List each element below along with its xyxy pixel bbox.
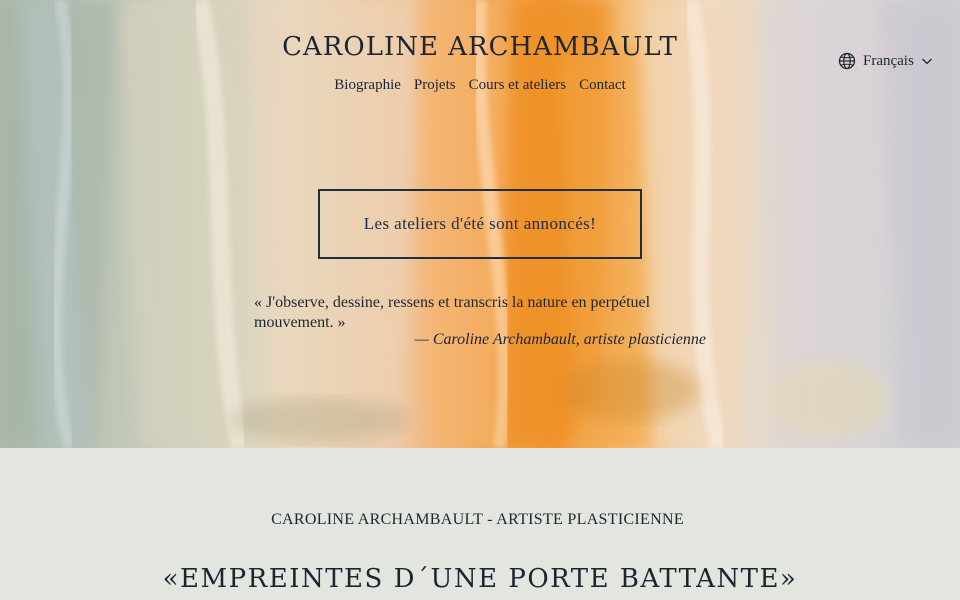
site-title[interactable]: CAROLINE ARCHAMBAULT: [282, 32, 678, 62]
intro-section: [0, 448, 960, 600]
nav-link-projets[interactable]: Projets: [413, 77, 456, 93]
section-subtitle: CAROLINE ARCHAMBAULT - ARTISTE PLASTICIENNE: [271, 511, 684, 528]
nav-link-biographie[interactable]: Biographie: [334, 77, 401, 93]
quote-author: — Caroline Archambault, artiste plasticienne: [414, 331, 706, 348]
summer-workshops-button[interactable]: Les ateliers d'été sont annoncés!: [318, 189, 642, 259]
globe-icon: [838, 52, 856, 70]
main-nav: [0, 77, 960, 94]
nav-link-cours-ateliers[interactable]: Cours et ateliers: [468, 77, 567, 93]
section-heading: «EMPREINTES D´UNE PORTE BATTANTE»: [162, 564, 798, 594]
language-label: Français: [863, 52, 914, 69]
hero-quote: « J'observe, dessine, ressens et transcris la nature en perpétuel mouvement. »: [254, 294, 651, 331]
language-selector[interactable]: [838, 52, 933, 70]
chevron-down-icon: [921, 55, 933, 67]
nav-link-contact[interactable]: Contact: [579, 77, 626, 93]
